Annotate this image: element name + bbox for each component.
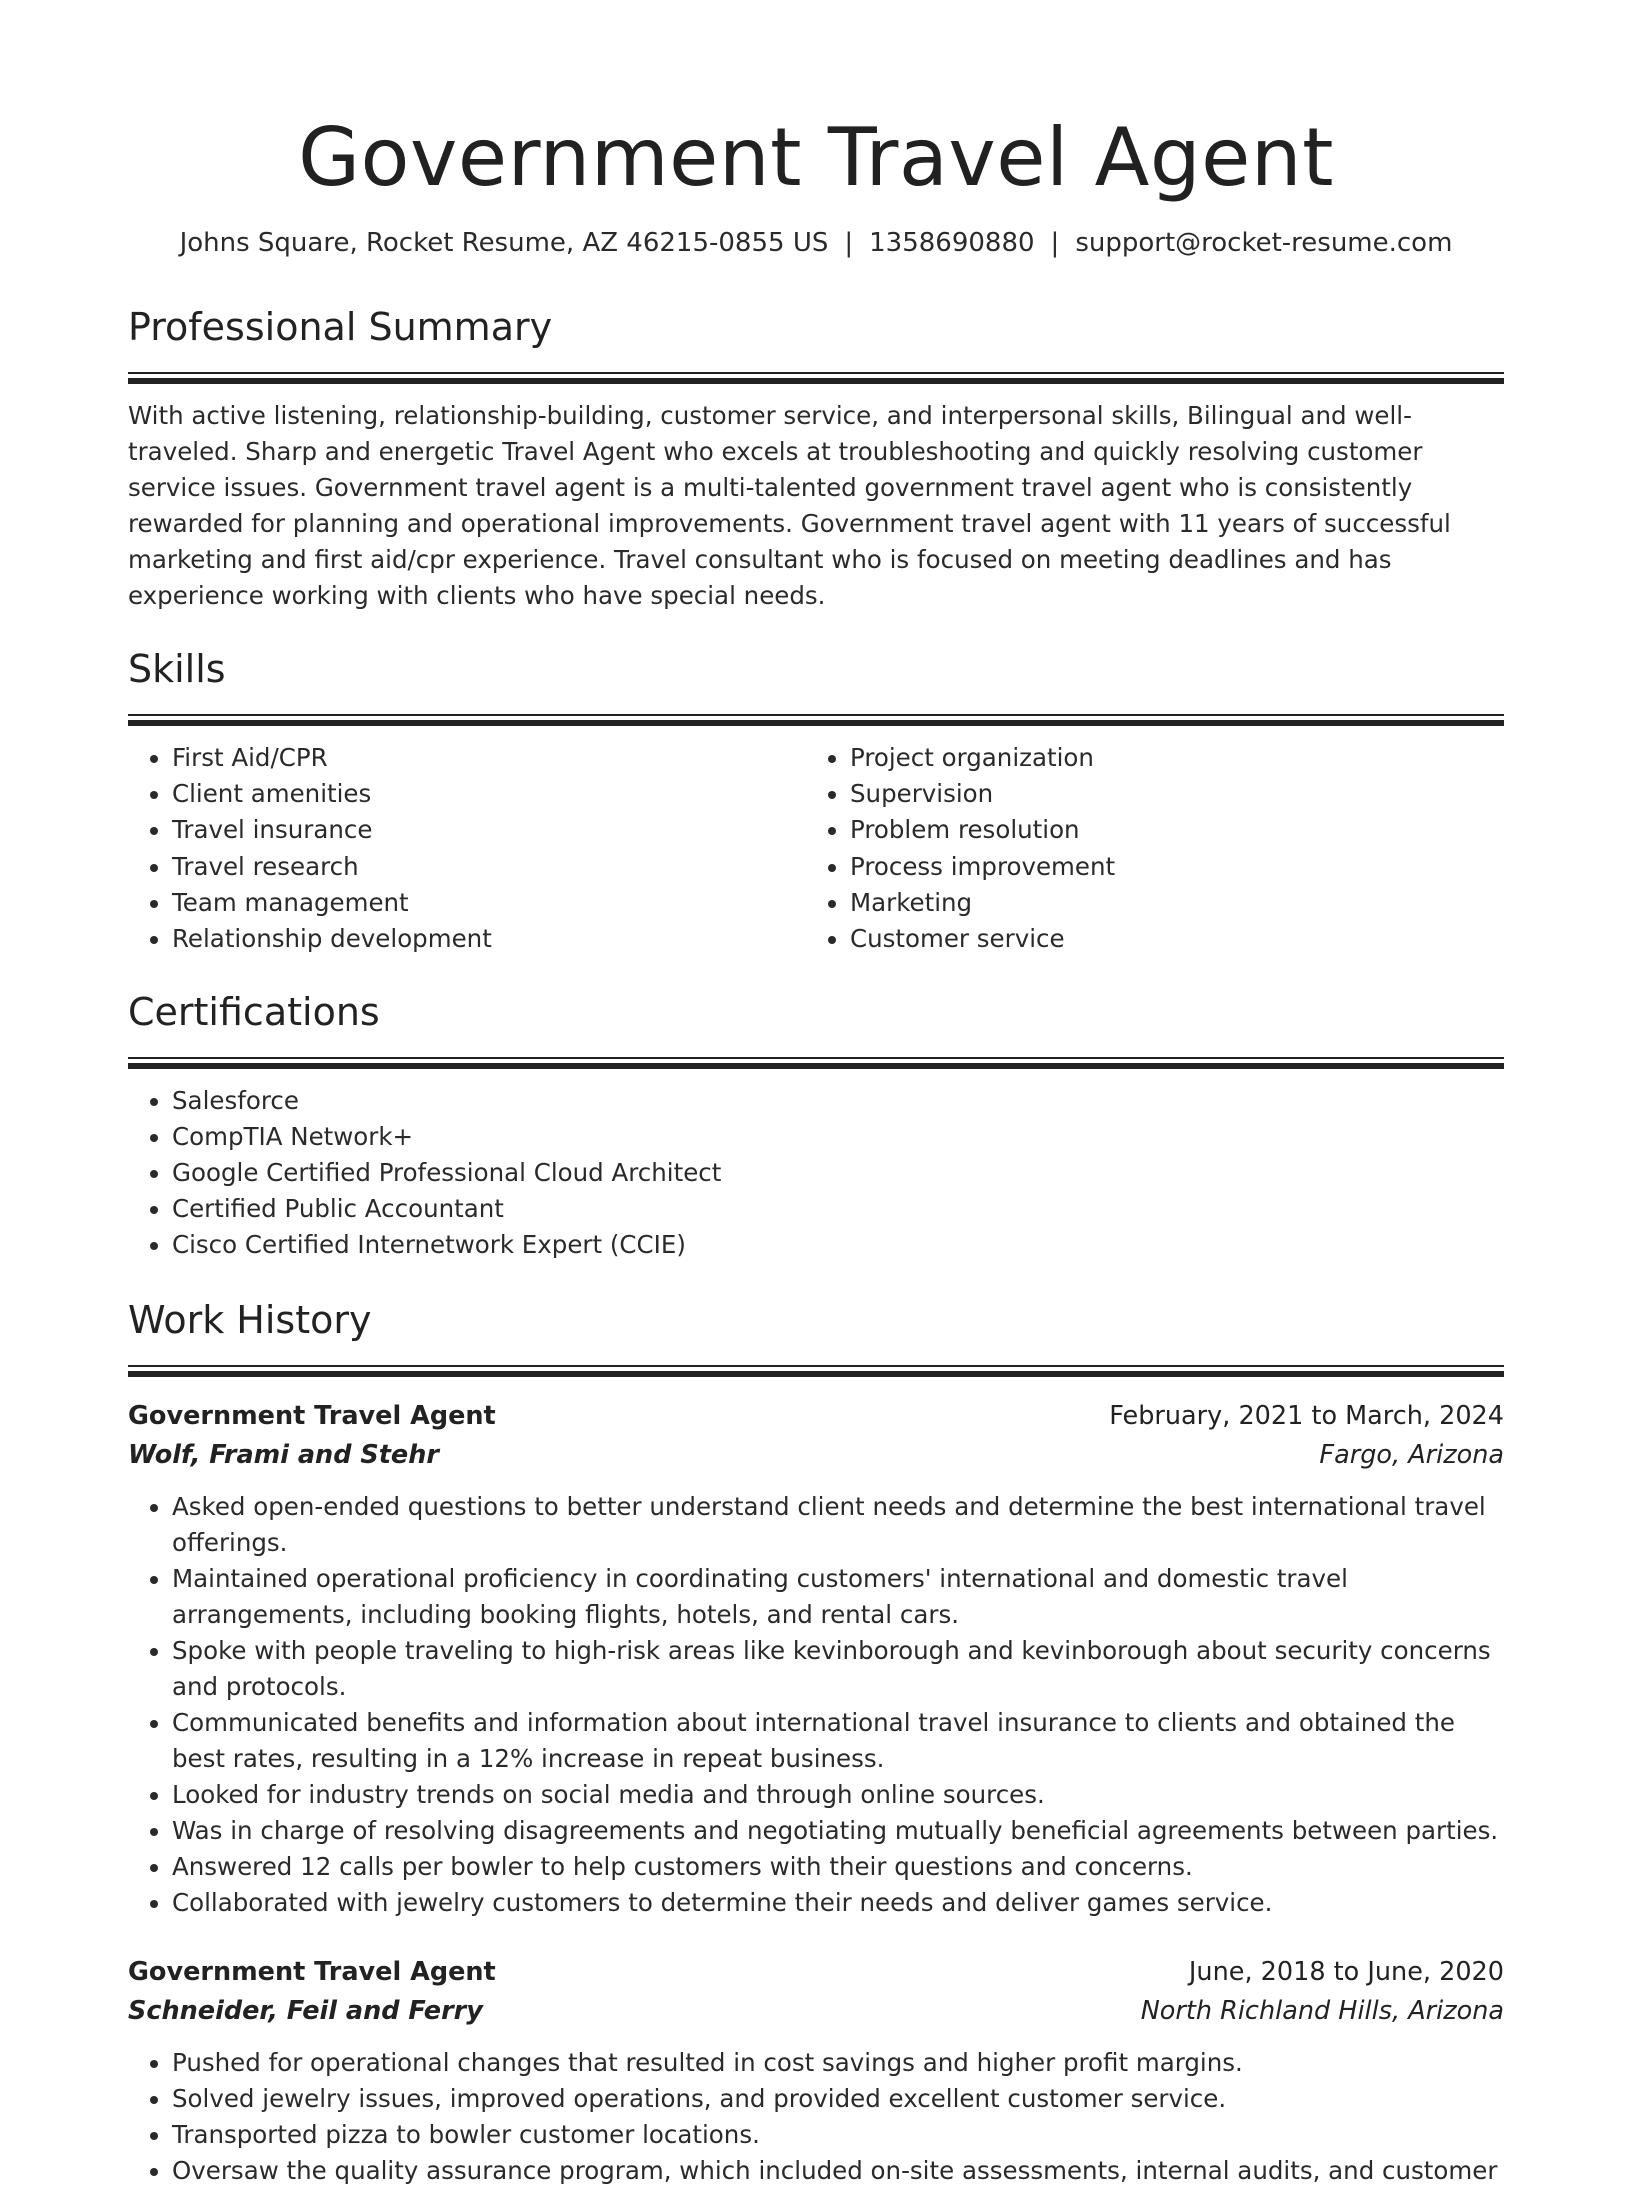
job-bullet: • Answered 12 calls per bowler to help customers with their questions and concerns.	[172, 1849, 1504, 1885]
certification-item: • Certified Public Accountant	[172, 1191, 1504, 1227]
skills-heading: Skills	[128, 647, 226, 691]
contact-address: Johns Square, Rocket Resume, AZ 46215-0855 US	[179, 228, 829, 258]
skills-left-column	[128, 740, 806, 957]
skill-item: • Problem resolution	[850, 812, 1484, 848]
skills-right-column	[806, 740, 1484, 957]
section-divider	[128, 1365, 1504, 1377]
certification-item: • Cisco Certified Internetwork Expert (CCIE)	[172, 1227, 1504, 1263]
job-bullet: • Looked for industry trends on social media and through online sources.	[172, 1777, 1504, 1813]
job-bullet: • Was in charge of resolving disagreements and negotiating mutually beneficial agreements between parties.	[172, 1813, 1504, 1849]
summary-text: With active listening, relationship-building, customer service, and interpersonal skills, Bilingual and well-traveled. Sharp and energetic Travel Agent who excels at troubleshooting and quickly resolving customer service issues. Government travel agent is a multi-talented government travel agent who is consistently rewarded for planning and operational improvements. Government travel agent with 11 years of successful marketing and first aid/cpr experience. Travel consultant who is focused on meeting deadlines and has experience working with clients who have special needs.	[128, 401, 1451, 610]
job-bullet: • Collaborated with jewelry customers to determine their needs and deliver games service.	[172, 1885, 1504, 1921]
job-title: Government Travel Agent	[128, 1957, 496, 1988]
skill-item: • Team management	[172, 885, 806, 921]
skills-section	[128, 647, 1504, 957]
job-header-row	[128, 1397, 1504, 1436]
job-entry	[128, 1397, 1504, 1921]
section-divider	[128, 372, 1504, 384]
contact-line	[128, 230, 1504, 256]
section-divider	[128, 1057, 1504, 1069]
skill-item: • Supervision	[850, 776, 1484, 812]
job-title: Government Travel Agent	[128, 1401, 496, 1432]
job-dates: February, 2021 to March, 2024	[1109, 1401, 1504, 1432]
job-company: Wolf, Frami and Stehr	[128, 1440, 439, 1471]
job-location: North Richland Hills, Arizona	[1140, 1996, 1504, 2027]
job-location: Fargo, Arizona	[1319, 1440, 1504, 1471]
candidate-name: Government Travel Agent	[298, 111, 1334, 204]
skill-item: • First Aid/CPR	[172, 740, 806, 776]
job-bullet: • Oversaw the quality assurance program, which included on-site assessments, internal audits, and customer	[172, 2153, 1504, 2189]
contact-separator: |	[844, 228, 854, 258]
section-divider	[128, 714, 1504, 726]
job-bullet: • Spoke with people traveling to high-risk areas like kevinborough and kevinborough about security concerns and protocols.	[172, 1633, 1504, 1705]
skill-item: • Travel insurance	[172, 812, 806, 848]
contact-phone: 1358690880	[869, 228, 1035, 258]
skill-item: • Customer service	[850, 921, 1484, 957]
job-bullet: • Pushed for operational changes that resulted in cost savings and higher profit margins.	[172, 2045, 1504, 2081]
job-company: Schneider, Feil and Ferry	[128, 1996, 483, 2027]
job-company-row	[128, 1436, 1504, 1475]
summary-heading: Professional Summary	[128, 305, 553, 349]
skills-columns	[128, 740, 1504, 957]
job-bullet: • Asked open-ended questions to better understand client needs and determine the best international travel offerings.	[172, 1489, 1504, 1561]
job-bullet: • Solved jewelry issues, improved operations, and provided excellent customer service.	[172, 2081, 1504, 2117]
skill-item: • Project organization	[850, 740, 1484, 776]
summary-section	[128, 305, 1504, 614]
job-bullets	[128, 1489, 1504, 1921]
certifications-section	[128, 990, 1504, 1263]
job-bullet: • Maintained operational proficiency in coordinating customers' international and domestic travel arrangements, including booking flights, hotels, and rental cars.	[172, 1561, 1504, 1633]
work-history-section	[128, 1298, 1504, 2189]
certifications-heading: Certifications	[128, 990, 380, 1035]
work-history-heading: Work History	[128, 1298, 372, 1343]
job-dates: June, 2018 to June, 2020	[1188, 1957, 1504, 1988]
contact-email[interactable]: support@rocket-resume.com	[1075, 228, 1453, 258]
job-bullet: • Communicated benefits and information about international travel insurance to clients and obtained the best rates, resulting in a 12% increase in repeat business.	[172, 1705, 1504, 1777]
job-company-row	[128, 1992, 1504, 2031]
job-bullet: • Transported pizza to bowler customer locations.	[172, 2117, 1504, 2153]
skill-item: • Marketing	[850, 885, 1484, 921]
skill-item: • Client amenities	[172, 776, 806, 812]
job-entry	[128, 1953, 1504, 2189]
skill-item: • Relationship development	[172, 921, 806, 957]
contact-separator: |	[1050, 228, 1060, 258]
skill-item: • Process improvement	[850, 849, 1484, 885]
job-bullets	[128, 2045, 1504, 2189]
job-header-row	[128, 1953, 1504, 1992]
certification-item: • Google Certified Professional Cloud Architect	[172, 1155, 1504, 1191]
certifications-list	[128, 1083, 1504, 1263]
skill-item: • Travel research	[172, 849, 806, 885]
certification-item: • CompTIA Network+	[172, 1119, 1504, 1155]
certification-item: • Salesforce	[172, 1083, 1504, 1119]
